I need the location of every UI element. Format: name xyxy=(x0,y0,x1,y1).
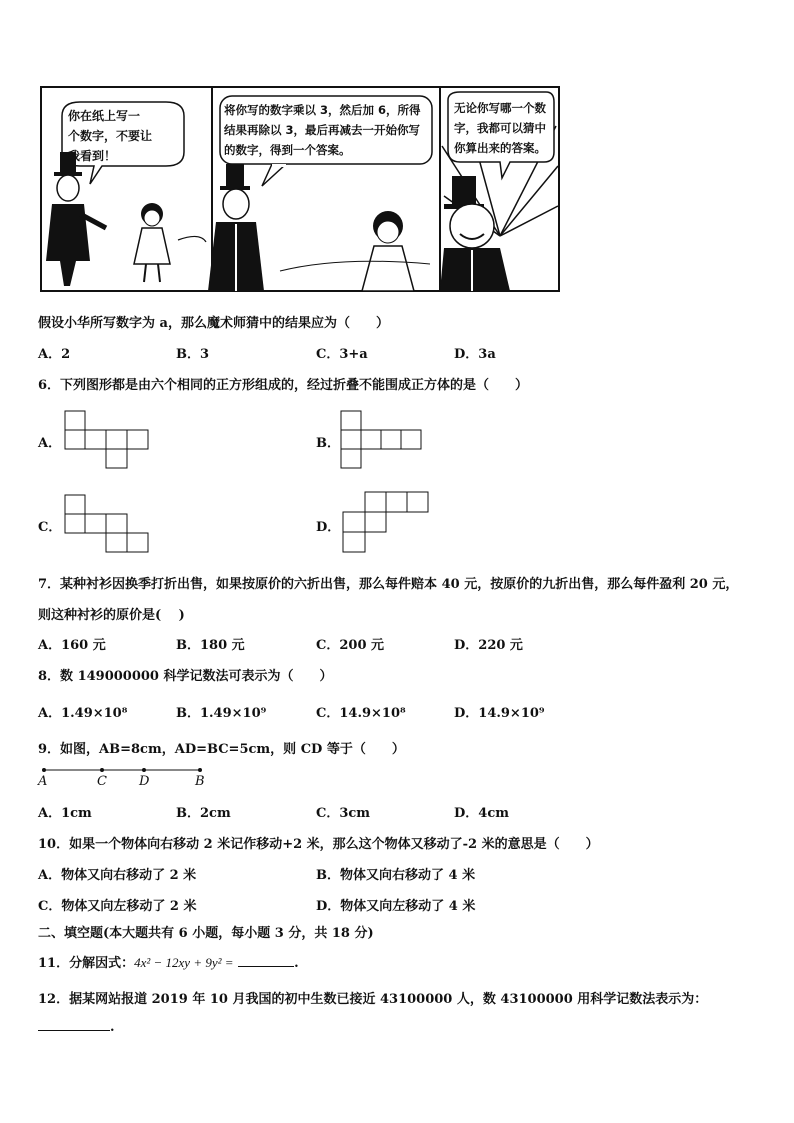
q7-stem-line-2: 则这种衬衫的原价是( ) xyxy=(38,608,185,623)
q9-option-d[interactable]: D．4cm xyxy=(454,806,509,821)
q5-option-a[interactable]: A．2 xyxy=(38,347,71,362)
q12-answer-blank[interactable] xyxy=(38,1018,110,1031)
q9-option-c[interactable]: C．3cm xyxy=(316,806,371,821)
bubble-1-line-3: 我看到！ xyxy=(68,149,117,163)
q7-option-a[interactable]: A．160 元 xyxy=(38,638,106,653)
q10-option-c[interactable]: C．物体又向左移动了 2 米 xyxy=(38,899,197,914)
bubble-1-line-1: 你在纸上写一 xyxy=(68,109,141,123)
q10-option-b[interactable]: B．物体又向右移动了 4 米 xyxy=(316,868,476,883)
q7-option-c[interactable]: C．200 元 xyxy=(316,638,385,653)
bubble-3-line-1: 无论你写哪一个数 xyxy=(454,101,546,115)
q6-net-a xyxy=(64,410,150,470)
q11-answer-blank[interactable] xyxy=(238,954,294,967)
q8-option-a[interactable]: A．1.49×10⁸ xyxy=(38,706,128,721)
q9-point-d: D xyxy=(139,774,150,789)
q7-stem-line-1: 7．某种衬衫因换季打折出售，如果按原价的六折出售，那么每件赔本 40 元，按原价的九折出售，那么每件盈利 20 元， xyxy=(38,577,739,592)
q6-net-b xyxy=(340,410,422,470)
q8-stem: 8．数 149000000 科学记数法可表示为（ ） xyxy=(38,669,333,684)
q8-option-b[interactable]: B．1.49×10⁹ xyxy=(176,706,267,721)
q8-option-c[interactable]: C．14.9×10⁸ xyxy=(316,706,406,721)
section-2-heading: 二、填空题(本大题共有 6 小题，每小题 3 分，共 18 分) xyxy=(38,926,374,941)
q5-option-b[interactable]: B．3 xyxy=(176,347,210,362)
q7-option-b[interactable]: B．180 元 xyxy=(176,638,245,653)
q7-option-d[interactable]: D．220 元 xyxy=(454,638,523,653)
bubble-1-text xyxy=(68,106,152,166)
q6-stem: 6．下列图形都是由六个相同的正方形组成的，经过折叠不能围成正方体的是（ ） xyxy=(38,378,529,393)
q9-point-b: B xyxy=(195,774,205,789)
bubble-1-line-2: 个数字，不要让 xyxy=(68,129,153,143)
q11-stem: 11．分解因式：4x² − 12xy + 9y² = . xyxy=(38,955,299,971)
q12-answer-line: . xyxy=(38,1018,115,1035)
q5-option-c[interactable]: C．3+a xyxy=(316,347,368,362)
q9-stem: 9．如图，AB=8cm，AD=BC=5cm，则 CD 等于（ ） xyxy=(38,742,405,757)
bubble-2-line-2: 结果再除以 3，最后再减去一开始你写 xyxy=(224,123,421,137)
q10-option-d[interactable]: D．物体又向左移动了 4 米 xyxy=(316,899,476,914)
q6-label-a[interactable]: A． xyxy=(38,436,62,451)
bubble-3-line-3: 你算出来的答案。 xyxy=(454,141,546,155)
q6-label-c[interactable]: C． xyxy=(38,520,62,535)
q5-option-d[interactable]: D．3a xyxy=(454,347,496,362)
q6-label-b[interactable]: B． xyxy=(316,436,340,451)
q9-point-c: C xyxy=(97,774,107,789)
q9-option-a[interactable]: A．1cm xyxy=(38,806,92,821)
q6-net-d xyxy=(342,491,430,555)
bubble-2-line-3: 的数字，得到一个答案。 xyxy=(224,143,351,157)
q12-stem: 12．据某网站报道 2019 年 10 月我国的初中生数已接近 43100000 人，数 43100000 用科学记数法表示为： xyxy=(38,992,708,1007)
bubble-3-line-2: 字，我都可以猜中 xyxy=(454,121,546,135)
q11-prefix: 11．分解因式： xyxy=(38,956,135,971)
q6-label-d[interactable]: D． xyxy=(316,520,341,535)
q10-option-a[interactable]: A．物体又向右移动了 2 米 xyxy=(38,868,197,883)
bubble-2-line-1: 将你写的数字乘以 3，然后加 6，所得 xyxy=(224,103,421,117)
q9-point-a: A xyxy=(38,774,48,789)
q9-line-segment-figure xyxy=(34,762,214,792)
q10-stem: 10．如果一个物体向右移动 2 米记作移动+2 米，那么这个物体又移动了-2 米的意思是（ ） xyxy=(38,837,599,852)
q5-stem: 假设小华所写数字为 a，那么魔术师猜中的结果应为（ ） xyxy=(38,316,389,331)
q9-option-b[interactable]: B．2cm xyxy=(176,806,231,821)
bubble-2-text xyxy=(224,100,421,160)
q8-option-d[interactable]: D．14.9×10⁹ xyxy=(454,706,545,721)
bubble-3-text xyxy=(454,98,546,158)
q11-expression: 4x² − 12xy + 9y² = xyxy=(134,955,234,970)
q6-net-c xyxy=(64,494,150,554)
